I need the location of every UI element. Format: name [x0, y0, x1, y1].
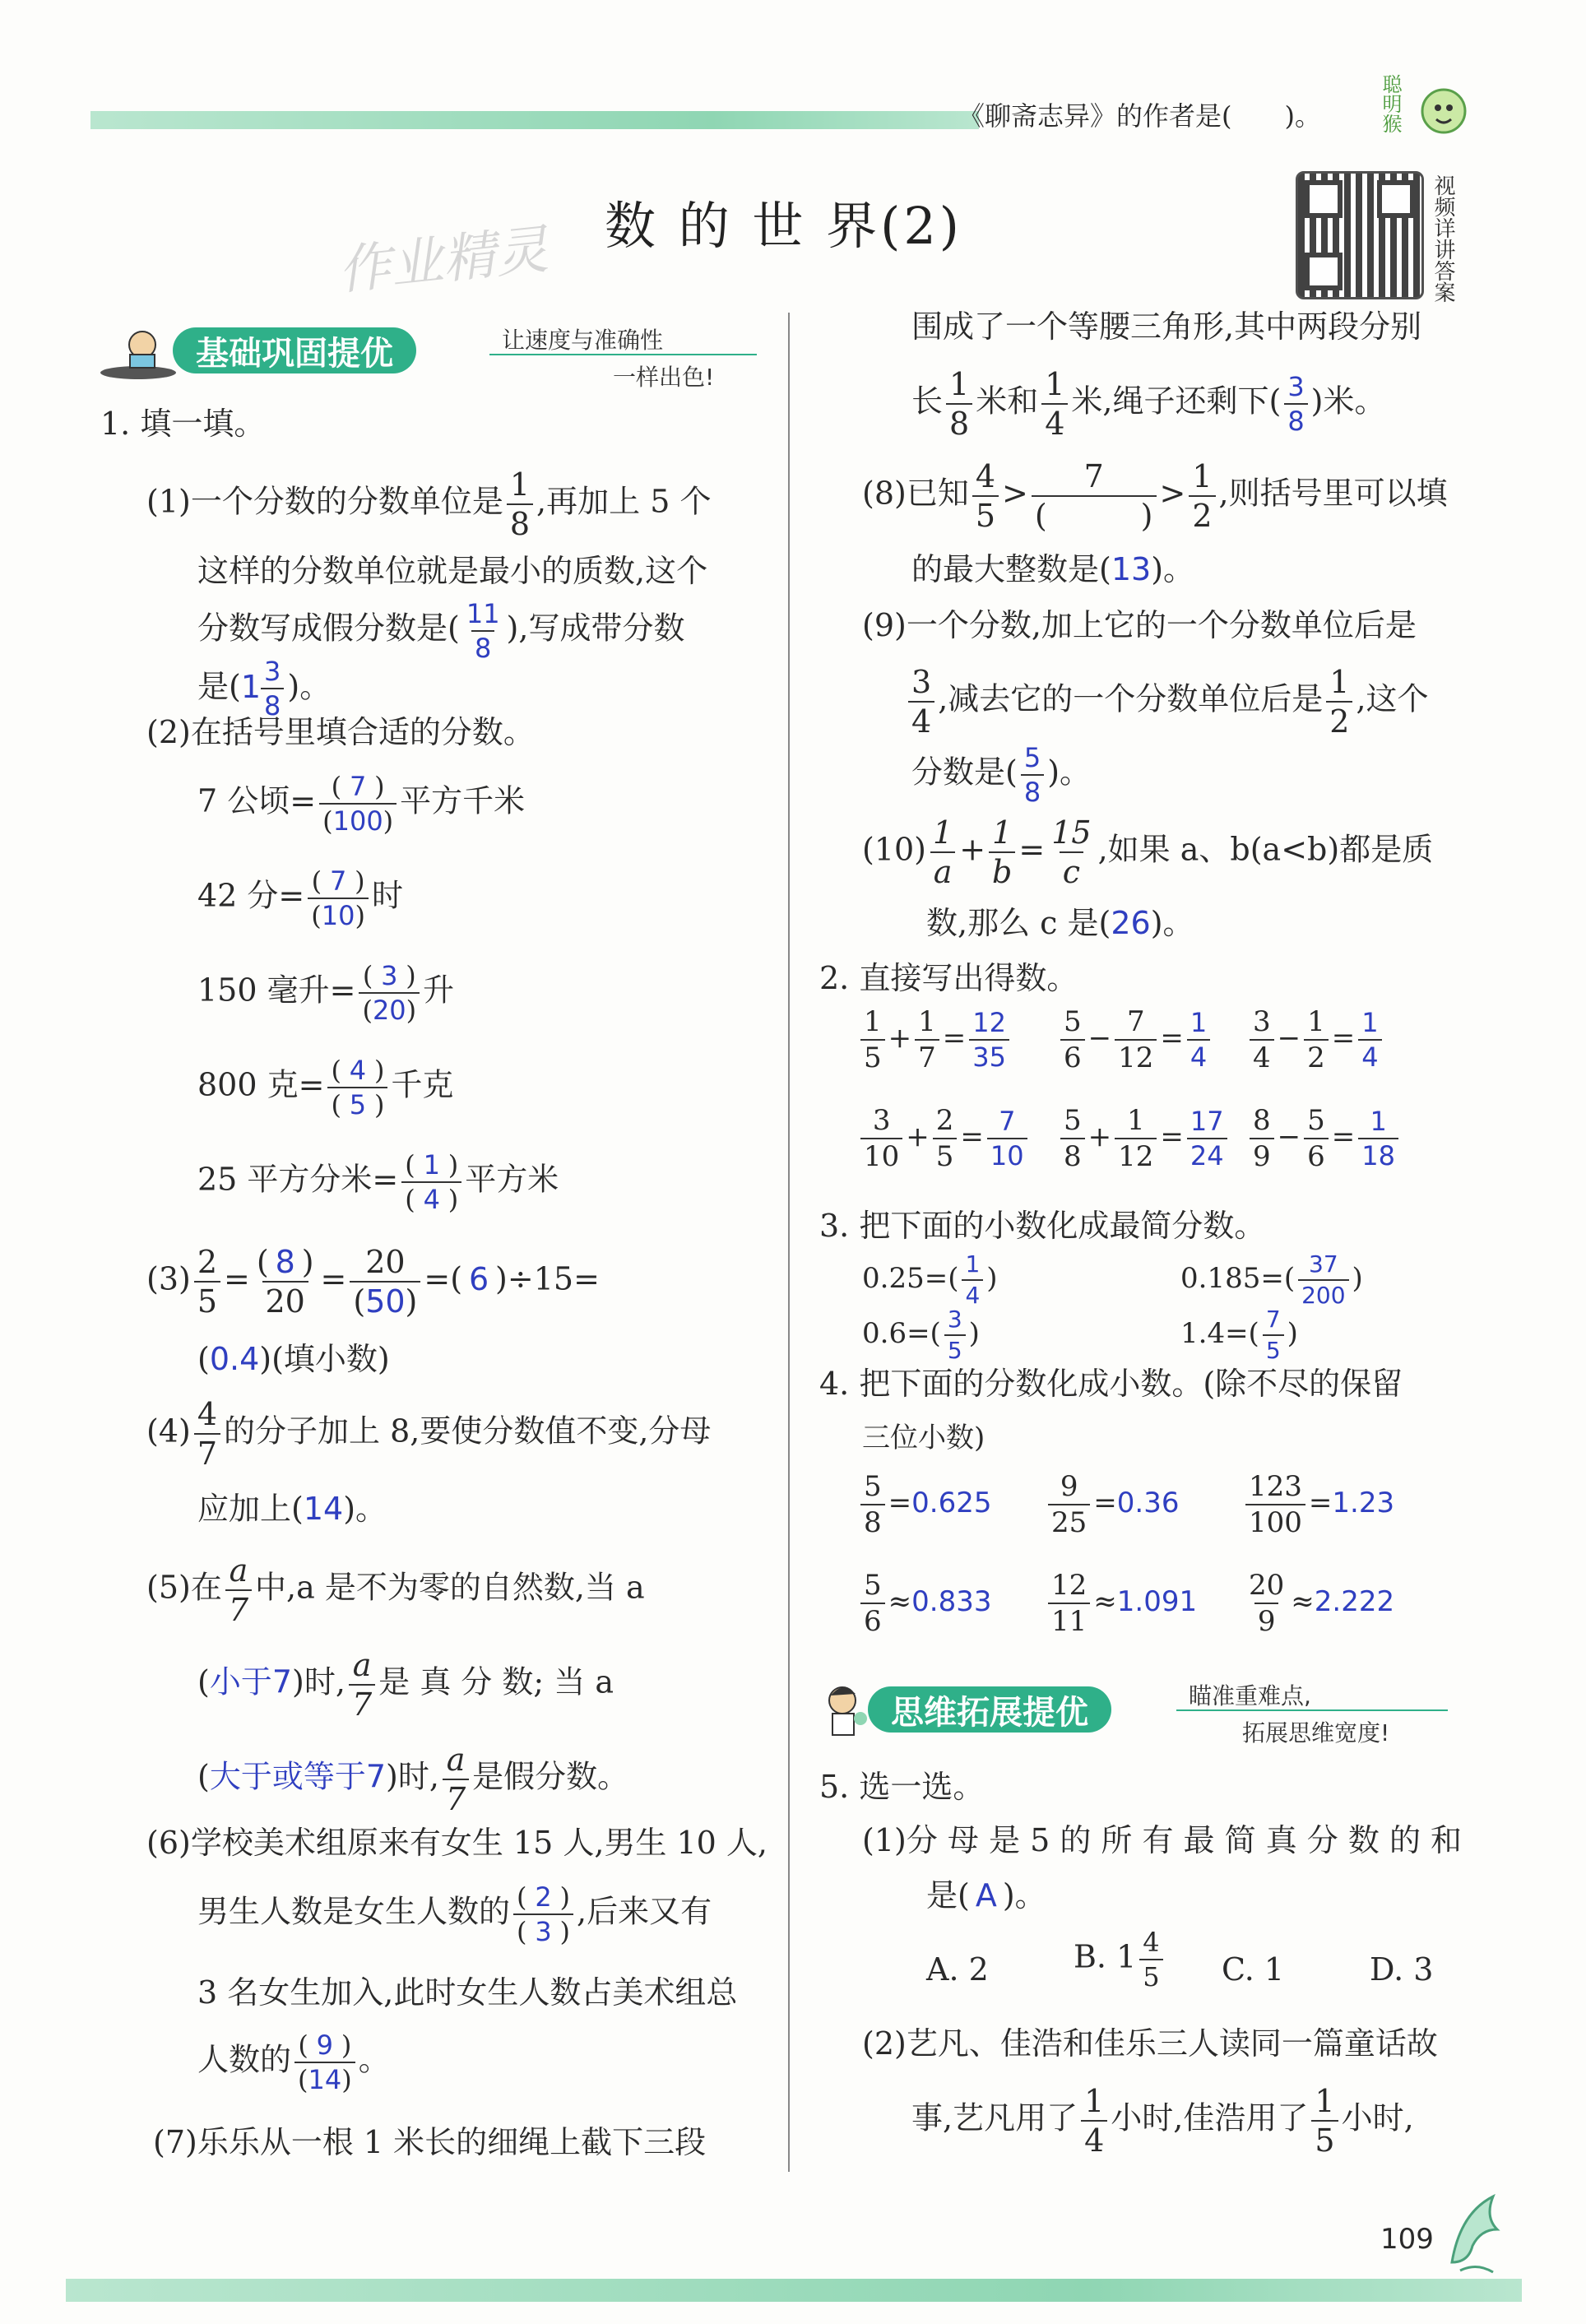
q5-p2-line1: (2)艺凡、佳浩和佳乐三人读同一篇童话故 [862, 2025, 1438, 2062]
q3-item: 0.6=( $\frac{3}{5}$ ) [862, 1306, 980, 1364]
section1-slogan-2: 一样出色! [613, 364, 715, 391]
q1-p8-line2: 的最大整数是(13)。 [911, 551, 1195, 587]
q1-p2-row-post: 平方米 [465, 1161, 559, 1198]
q2-item: $\frac{1}{5}$ + $\frac{1}{7}$ = $\frac{12}{35}$ [857, 1008, 1013, 1072]
q4-item: $\frac{5}{8}$ =0.625 [857, 1473, 991, 1537]
q3-item-answer[interactable]: $\frac{1}{4}$ [962, 1253, 983, 1307]
q1-p2-row [197, 1149, 559, 1215]
q2-item: $\frac{3}{4}$ − $\frac{1}{2}$ = $\frac{1}{4}$ [1246, 1008, 1385, 1072]
q3-item-answer[interactable]: $\frac{3}{5}$ [944, 1308, 966, 1362]
q1-p2-row-answer[interactable]: $\frac{( 7 )}{(100)}$ [319, 773, 396, 834]
q1-p7-line2: 围成了一个等腰三角形,其中两段分别 [911, 308, 1422, 345]
section1-slogan-1: 让速度与准确性 [502, 327, 664, 354]
q1-p7-answer[interactable]: $\frac{3}{8}$ [1284, 373, 1307, 434]
q3-item: 0.185=( $\frac{37}{200}$ ) [1180, 1250, 1363, 1309]
q4-item: $\frac{12}{11}$ ≈1.091 [1045, 1571, 1197, 1635]
q1-p2-row-answer[interactable]: $\frac{( 7 )}{(10)}$ [308, 868, 369, 929]
q1-p9-answer[interactable]: $\frac{5}{8}$ [1021, 745, 1044, 805]
q2-item: $\frac{3}{10}$ + $\frac{2}{5}$ = $\frac{7}{10}$ [857, 1106, 1031, 1171]
q1-p2-row [197, 865, 403, 931]
section2-slogan-2: 拓展思维宽度! [1242, 1719, 1390, 1746]
q3-item-answer[interactable]: $\frac{37}{200}$ [1298, 1253, 1348, 1307]
q3-item: 0.25=( $\frac{1}{4}$ ) [862, 1250, 998, 1309]
q1-p2-row-post: 平方千米 [400, 782, 526, 819]
section2-slogan-1: 瞄准重难点, [1189, 1682, 1311, 1709]
q1-p2-row-pre: 800 克= [197, 1066, 325, 1103]
q5-p2-line2: 事,艺凡用了 $\frac{1}{4}$ 小时,佳浩用了 $\frac{1}{5}$ 小时, [911, 2083, 1414, 2159]
q1-p8-line1: (8)已知 $\frac{4}{5}$ > 7 ( ) > $\frac{1}{2}$ ,则括号里可以填 [862, 458, 1448, 534]
q1-p5-line3: (大于或等于7)时, $\frac{a}{7}$ 是假分数。 [197, 1742, 629, 1817]
q1-p1-line4: 是(1 $\frac{3}{8}$ )。 [197, 656, 332, 721]
q3-item: 1.4=( $\frac{7}{5}$ ) [1180, 1306, 1298, 1364]
q1-p4-line1: (4) $\frac{4}{7}$ 的分子加上 8,要使分数值不变,分母 [146, 1396, 712, 1472]
q1-p2-row [197, 960, 455, 1026]
q1-p10-line2: 数,那么 c 是(26)。 [926, 905, 1194, 941]
page-number: 109 [1380, 2223, 1434, 2256]
q4-item-answer[interactable]: 1.23 [1332, 1487, 1395, 1519]
q1-p9-line3: 分数是( $\frac{5}{8}$ )。 [911, 742, 1092, 808]
q5-p1-option-a[interactable]: A. 2 [926, 1951, 989, 1988]
q1-p2-title: (2)在括号里填合适的分数。 [146, 714, 535, 750]
q1-p6-answer-1-num[interactable]: 2 [535, 1881, 552, 1913]
q5-p1-option-c[interactable]: C. 1 [1222, 1951, 1285, 1988]
q1-p3-answer-dividend[interactable]: 6 [468, 1260, 489, 1297]
q2-item-answer[interactable]: $\frac{1}{4}$ [1187, 1009, 1210, 1070]
q1-p6-answer-2-num[interactable]: 9 [316, 2029, 334, 2061]
q1-p9-line1: (9)一个分数,加上它的一个分数单位后是 [862, 607, 1417, 643]
q1-title: 1. 填一填。 [100, 406, 266, 442]
q1-p10-answer[interactable]: 26 [1111, 905, 1151, 941]
section2-banner: 思维拓展提优 [868, 1686, 1111, 1733]
q4-item-answer[interactable]: 0.36 [1116, 1487, 1180, 1519]
q1-p4-line2: 应加上(14)。 [197, 1491, 387, 1527]
q1-p7-line1: (7)乐乐从一根 1 米长的细绳上截下三段 [153, 2124, 707, 2160]
q5-title: 5. 选一选。 [819, 1769, 985, 1805]
q2-item-answer[interactable]: $\frac{7}{10}$ [987, 1108, 1027, 1169]
q1-p2-row-post: 千克 [391, 1066, 454, 1103]
q5-p1-option-b[interactable]: B. 1 $\frac{4}{5}$ [1074, 1929, 1166, 1990]
q1-p2-row-answer[interactable]: $\frac{( 3 )}{(20)}$ [359, 963, 420, 1023]
q1-p6-line4: 人数的 $\frac{( 9 )}{(14)}$ 。 [197, 2029, 390, 2095]
q1-p1-answer-improper[interactable]: $\frac{11}{8}$ [466, 598, 500, 664]
q1-p3-answer-denominator[interactable]: 50 [365, 1283, 406, 1320]
q1-p9-line2: $\frac{3}{4}$ ,减去它的一个分数单位后是 $\frac{1}{2}$ ,这个 [905, 666, 1429, 737]
q1-p1-line3: 分数写成假分数是( $\frac{11}{8}$ ),写成带分数 [197, 598, 685, 664]
qr-code[interactable] [1296, 171, 1424, 299]
qr-label: 视频详讲答案 [1431, 174, 1455, 303]
q4-title-2: 三位小数) [862, 1422, 985, 1454]
q1-p2-row-post: 时 [371, 877, 403, 914]
dolphin-icon [1435, 2180, 1518, 2279]
q2-item-answer[interactable]: $\frac{1}{4}$ [1358, 1009, 1381, 1070]
section1-underline [489, 354, 757, 355]
section2-underline [1176, 1709, 1448, 1711]
q1-p8-answer[interactable]: 13 [1111, 551, 1152, 587]
section1-banner: 基础巩固提优 [173, 327, 416, 373]
header-band [90, 111, 979, 129]
q1-p2-row-answer[interactable]: $\frac{( 4 )}{( 5 )}$ [327, 1057, 387, 1118]
q4-item-answer[interactable]: 0.625 [911, 1487, 992, 1519]
q1-p3-line2: (0.4)(填小数) [197, 1341, 390, 1377]
q1-p5-answer-1[interactable]: 小于7 [209, 1663, 293, 1700]
column-divider [788, 313, 790, 2172]
section2-kid-icon [816, 1682, 874, 1748]
q1-p2-row-pre: 42 分= [197, 877, 305, 914]
q1-p1-answer-mixed[interactable]: 1 $\frac{3}{8}$ [241, 669, 288, 705]
footer-band [66, 2279, 1522, 2302]
q3-title: 3. 把下面的小数化成最简分数。 [819, 1208, 1266, 1244]
q1-p2-row-post: 升 [423, 972, 455, 1009]
q1-p5-line1: (5)在 $\frac{a}{7}$ 中,a 是不为零的自然数,当 a [146, 1552, 645, 1628]
q4-item: $\frac{9}{25}$ =0.36 [1045, 1473, 1179, 1537]
q2-item: $\frac{5}{6}$ − $\frac{7}{12}$ = $\frac{1}{4}$ [1057, 1008, 1213, 1072]
q2-item: $\frac{5}{8}$ + $\frac{1}{12}$ = $\frac{17}{24}$ [1057, 1106, 1231, 1171]
q4-item: $\frac{5}{6}$ ≈0.833 [857, 1571, 991, 1635]
q1-p6-answer-1-den[interactable]: 3 [535, 1916, 552, 1947]
watermark: 作业精灵 [335, 219, 551, 303]
mascot-text: 聪明猴 [1379, 74, 1402, 133]
q5-p1-option-d[interactable]: D. 3 [1370, 1951, 1434, 1988]
q1-p1-line1: (1)一个分数的分数单位是 $\frac{1}{8}$ ,再加上 5 个 [146, 466, 712, 542]
q3-item-answer[interactable]: $\frac{7}{5}$ [1263, 1308, 1284, 1362]
q5-p1-line1: (1)分 母 是 5 的 所 有 最 简 真 分 数 的 和 [862, 1822, 1463, 1858]
q1-p4-answer[interactable]: 14 [303, 1491, 344, 1527]
q1-p3-answer-numerator[interactable]: 8 [275, 1244, 295, 1280]
mascot-monkey-icon [1398, 70, 1472, 144]
q1-p2-row-pre: 150 毫升= [197, 972, 356, 1009]
q5-p1-answer[interactable]: A [975, 1877, 997, 1913]
q2-item-answer[interactable]: $\frac{17}{24}$ [1187, 1108, 1227, 1169]
q1-p3-answer-decimal[interactable]: 0.4 [209, 1341, 260, 1377]
q1-p2-row [197, 1057, 453, 1118]
skateboard-kid-icon [97, 325, 179, 383]
q4-item: $\frac{20}{9}$ ≈2.222 [1249, 1569, 1395, 1638]
q2-item: $\frac{8}{9}$ − $\frac{5}{6}$ = $\frac{1}{18}$ [1246, 1106, 1402, 1171]
q1-p1-line2: 这样的分数单位就是最小的质数,这个 [197, 553, 708, 589]
q4-title: 4. 把下面的分数化成小数。(除不尽的保留 [819, 1366, 1403, 1402]
q4-item-answer[interactable]: 2.222 [1314, 1585, 1395, 1618]
q1-p6-line2: 男生人数是女生人数的 $\frac{( 2 )}{( 3 )}$ ,后来又有 [197, 1881, 712, 1947]
q1-p2-row-pre: 25 平方分米= [197, 1161, 399, 1198]
header-trivia: 《聊斋志异》的作者是( )。 [958, 100, 1321, 132]
q1-p2-row [197, 771, 526, 837]
q1-p6-answer-2-den[interactable]: 14 [308, 2064, 342, 2095]
q1-p2-row-pre: 7 公顷= [197, 782, 317, 819]
q1-p5-answer-2[interactable]: 大于或等于7 [209, 1758, 387, 1795]
q4-item-answer[interactable]: 0.833 [911, 1585, 992, 1618]
q1-p10-line1: (10) $\frac{1}{a}$ + $\frac{1}{b}$ = $\frac{15}{c}$ ,如果 a、b(a<b)都是质 [862, 814, 1434, 890]
q4-item: $\frac{123}{100}$ =1.23 [1242, 1473, 1394, 1537]
q1-p3-line1: (3) $\frac{2}{5}$ = $\frac{( 8 )}{20}$ = $\frac{20}{(50)}$ =( 6 )÷15= [146, 1244, 600, 1320]
q1-p5-line2: (小于7)时, $\frac{a}{7}$ 是 真 分 数; 当 a [197, 1647, 614, 1723]
q2-item-answer[interactable]: $\frac{1}{18}$ [1358, 1108, 1398, 1169]
q1-p6-line3: 3 名女生加入,此时女生人数占美术组总 [197, 1974, 738, 2011]
q2-item-answer[interactable]: $\frac{12}{35}$ [969, 1009, 1009, 1070]
q1-p6-line1: (6)学校美术组原来有女生 15 人,男生 10 人, [146, 1825, 768, 1861]
page-title: 数 的 世 界(2) [605, 196, 962, 256]
q1-p7-line3: 长 $\frac{1}{8}$ 米和 $\frac{1}{4}$ 米,绳子还剩下( $\frac{3}{8}$ )米。 [911, 366, 1386, 442]
q5-p1-line2: 是( A )。 [926, 1877, 1046, 1913]
q4-item-answer[interactable]: 1.091 [1116, 1585, 1198, 1618]
q1-p2-row-answer[interactable]: $\frac{( 1 )}{( 4 )}$ [401, 1152, 461, 1213]
q2-title: 2. 直接写出得数。 [819, 960, 1078, 996]
